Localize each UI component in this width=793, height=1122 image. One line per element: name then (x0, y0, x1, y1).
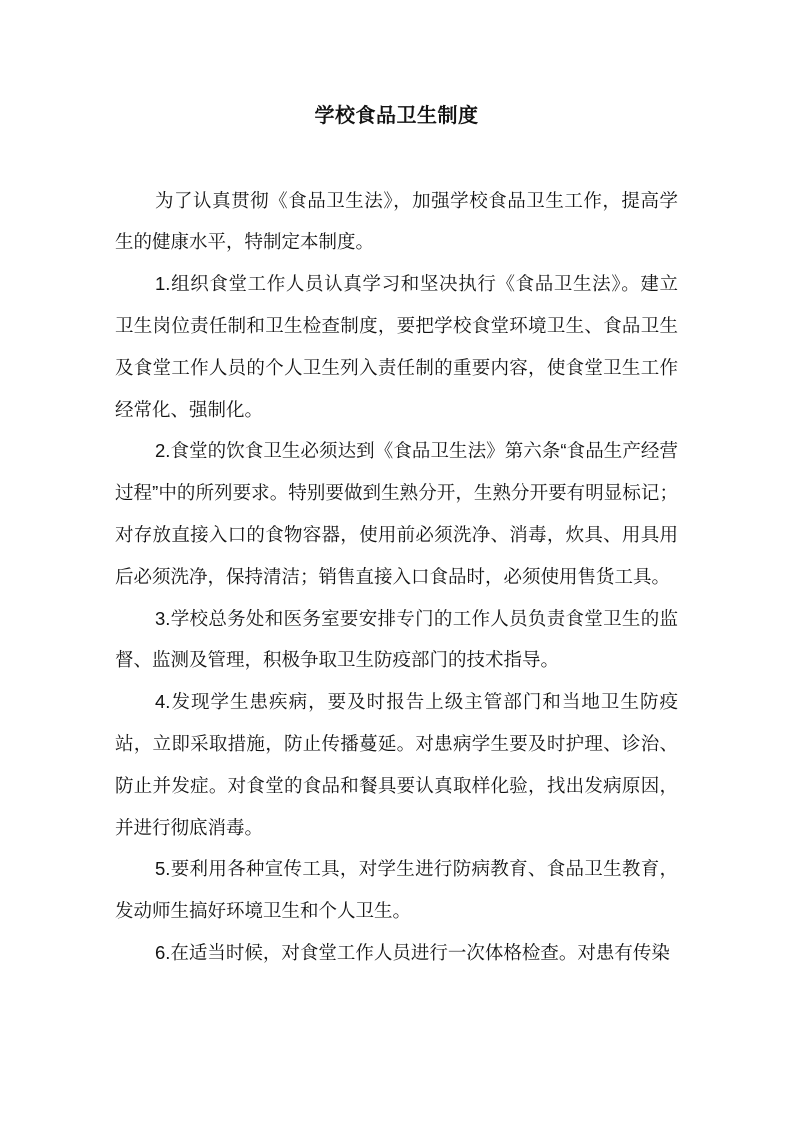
document-title: 学校食品卫生制度 (314, 105, 479, 127)
paragraph-item-6: 6.在适当时候，对食堂工作人员进行一次体格检查。对患有传染 (155, 941, 670, 963)
paragraph-intro: 为了认真贯彻《食品卫生法》，加强学校食品卫生工作，提高学生的健康水平，特制定本制度。 (115, 189, 678, 253)
paragraph-item-1: 1.组织食堂工作人员认真学习和坚决执行《食品卫生法》。建立卫生岗位责任制和卫生检查制度，要把学校食堂环境卫生、食品卫生及食堂工作人员的个人卫生列入责任制的重要内容，使食堂卫生工作经常化、强制化。 (115, 273, 678, 420)
paragraph-item-5: 5.要利用各种宣传工具，对学生进行防病教育、食品卫生教育，发动师生搞好环境卫生和个人卫生。 (115, 858, 678, 922)
paragraph-item-4: 4.发现学生患疾病，要及时报告上级主管部门和当地卫生防疫站，立即采取措施，防止传播蔓延。对患病学生要及时护理、诊治、防止并发症。对食堂的食品和餐具要认真取样化验，找出发病原因，并进行彻底消毒。 (115, 691, 678, 838)
document-content (115, 96, 678, 974)
paragraph-item-2: 2.食堂的饮食卫生必须达到《食品卫生法》第六条“食品生产经营过程”中的所列要求。特别要做到生熟分开，生熟分开要有明显标记；对存放直接入口的食物容器，使用前必须洗净、消毒，炊具、用具用后必须洗净，保持清洁；销售直接入口食品时，必须使用售货工具。 (115, 440, 678, 587)
paragraph-item-3: 3.学校总务处和医务室要安排专门的工作人员负责食堂卫生的监督、监测及管理，积极争取卫生防疫部门的技术指导。 (115, 607, 678, 671)
